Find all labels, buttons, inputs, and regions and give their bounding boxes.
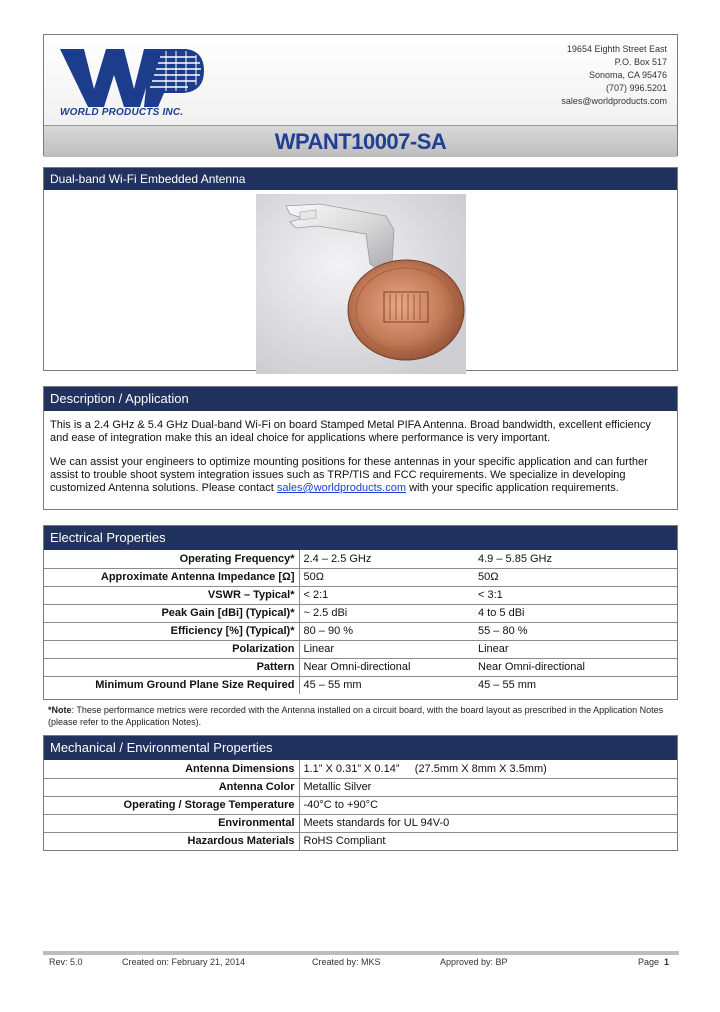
property-value-band1: Near Omni-directional	[299, 658, 474, 676]
property-value-band2: 55 – 80 %	[474, 622, 677, 640]
property-label: Antenna Color	[44, 778, 299, 796]
address-line: P.O. Box 517	[614, 57, 667, 67]
electrical-row	[44, 604, 677, 622]
mechanical-table	[44, 760, 677, 850]
property-value: Meets standards for UL 94V-0	[299, 814, 677, 832]
property-value-band1: Linear	[299, 640, 474, 658]
description-text-end: with your specific application requirements.	[406, 482, 619, 494]
property-value: -40°C to +90°C	[299, 796, 677, 814]
electrical-row	[44, 640, 677, 658]
description-text: We can assist your engineers to optimize mounting positions for these antennas in your specific application and can further assist to trouble shoot system integration issues such as TRP/TIS and FCC requirements. We specialize in developing customized Antenna solutions. Please contact	[50, 456, 648, 494]
electrical-row	[44, 676, 677, 694]
note-text: : These performance metrics were recorded with the Antenna installed on a circuit board, with the board layout as prescribed in the Application Notes (please refer to the Application Notes).	[48, 705, 664, 727]
address-line: Sonoma, CA 95476	[588, 70, 667, 80]
property-value-band2: 4.9 – 5.85 GHz	[478, 552, 552, 565]
description-paragraph-contact	[44, 445, 677, 495]
property-label: Pattern	[44, 658, 299, 676]
electrical-properties-section	[43, 525, 678, 700]
property-label: Hazardous Materials	[44, 832, 299, 850]
property-value-band2: 4 to 5 dBi	[474, 604, 677, 622]
address-line: 19654 Eighth Street East	[566, 44, 667, 54]
antenna-photo-icon	[256, 194, 466, 374]
footer-page	[638, 957, 669, 967]
footer-page-number: 1	[664, 957, 670, 967]
mechanical-row	[44, 760, 677, 778]
property-label: Antenna Dimensions	[44, 760, 299, 778]
property-label: Minimum Ground Plane Size Required	[44, 676, 299, 694]
mechanical-row	[44, 832, 677, 850]
property-label: VSWR – Typical*	[44, 586, 299, 604]
property-label: Efficiency [%] (Typical)*	[44, 622, 299, 640]
header-box	[43, 34, 678, 156]
mechanical-row	[44, 814, 677, 832]
page-title: WPANT10007-SA	[274, 129, 447, 154]
property-value-band1: < 2:1	[299, 586, 474, 604]
property-value-band1: ~ 2.5 dBi	[299, 604, 474, 622]
mechanical-row	[44, 778, 677, 796]
mechanical-heading: Mechanical / Environmental Properties	[44, 736, 677, 760]
property-label: Operating Frequency*	[44, 550, 299, 568]
property-value-band1: 2.4 – 2.5 GHz	[303, 552, 372, 565]
property-value-band2: Near Omni-directional	[474, 658, 677, 676]
property-value-band1: 50Ω	[299, 568, 474, 586]
property-label: Environmental	[44, 814, 299, 832]
footer-created-on: Created on: February 21, 2014	[122, 957, 246, 967]
footer-created-by: Created by: MKS	[312, 957, 381, 967]
electrical-row	[44, 622, 677, 640]
sales-email-link[interactable]: sales@worldproducts.com	[276, 482, 407, 494]
performance-note	[48, 704, 678, 728]
property-label: Approximate Antenna Impedance [Ω]	[44, 568, 299, 586]
address-email[interactable]: sales@worldproducts.com	[561, 96, 667, 106]
company-address	[561, 43, 667, 108]
photo-area	[44, 190, 677, 385]
photo-section	[43, 167, 678, 371]
mechanical-row	[44, 796, 677, 814]
footer-page-label: Page	[638, 957, 660, 967]
electrical-row	[44, 658, 677, 676]
property-value-band2: Linear	[474, 640, 677, 658]
property-value-band1: 80 – 90 %	[299, 622, 474, 640]
electrical-row	[44, 586, 677, 604]
property-value-band2: 50Ω	[474, 568, 677, 586]
property-value: RoHS Compliant	[299, 832, 677, 850]
title-bar	[44, 125, 677, 157]
note-label: *Note	[48, 705, 72, 715]
property-value-band1: 45 – 55 mm	[299, 676, 474, 694]
property-value: 1.1” X 0.31” X 0.14” (27.5mm X 8mm X 3.5mm)	[303, 762, 547, 775]
property-label: Peak Gain [dBi] (Typical)*	[44, 604, 299, 622]
property-label: Polarization	[44, 640, 299, 658]
property-label: Operating / Storage Temperature	[44, 796, 299, 814]
description-paragraph: This is a 2.4 GHz & 5.4 GHz Dual-band Wi-Fi on board Stamped Metal PIFA Antenna. Broad bandwidth, excellent efficiency and ease of integration make this an ideal choice for applications where performance is very important.	[50, 419, 651, 444]
electrical-table	[44, 550, 677, 694]
logo-text: WORLD PRODUCTS INC.	[60, 107, 184, 118]
mechanical-properties-section	[43, 735, 678, 851]
property-value: Metallic Silver	[299, 778, 677, 796]
address-phone: (707) 996.5201	[605, 83, 667, 93]
electrical-row	[44, 568, 677, 586]
property-value-band2: 45 – 55 mm	[474, 676, 677, 694]
footer-approved-by: Approved by: BP	[440, 957, 508, 967]
description-heading: Description / Application	[44, 387, 677, 411]
footer-divider	[43, 951, 679, 955]
electrical-heading: Electrical Properties	[44, 526, 677, 550]
photo-section-heading: Dual-band Wi-Fi Embedded Antenna	[44, 168, 677, 190]
footer-rev: Rev: 5.0	[49, 957, 83, 967]
property-value-band2: < 3:1	[474, 586, 677, 604]
description-section	[43, 386, 678, 510]
electrical-row	[44, 550, 677, 568]
header-band	[44, 35, 677, 125]
